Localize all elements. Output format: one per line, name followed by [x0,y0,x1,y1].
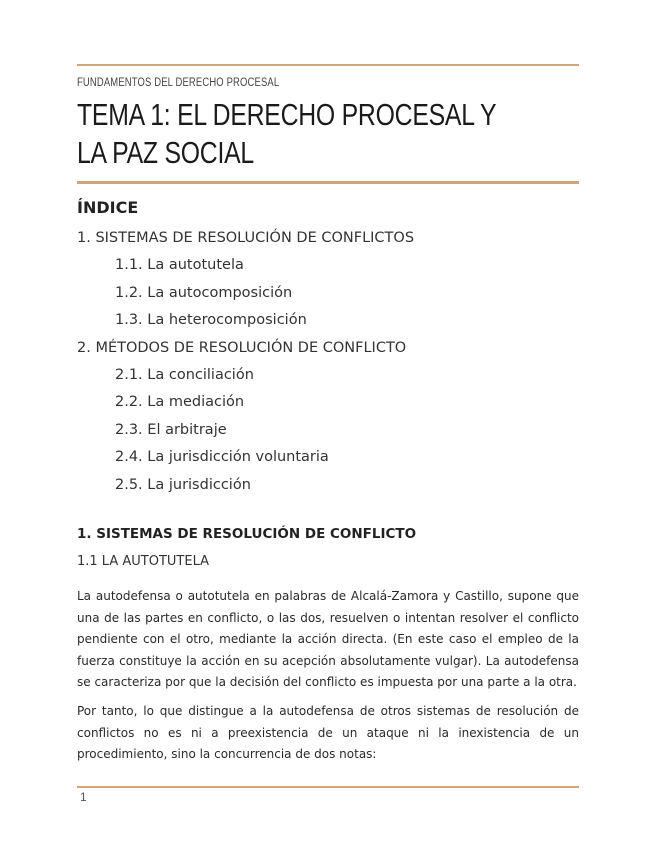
document-kicker: FUNDAMENTOS DEL DERECHO PROCESAL [77,77,280,89]
body-paragraph: La autodefensa o autotutela en palabras de Alcalá-Zamora y Castillo, supone que una de las partes en conflicto, o las dos, resuelven o intentan resolver el conflicto pendiente con el otro, mediante la acción directa. (En este caso el empleo de la fuerza constituye la acción en su acepción absolutamente vulgar). La autodefensa se caracteriza por que la decisión del conflicto es impuesta por una parte a la otra. [77,589,579,689]
document-title: TEMA 1: EL DERECHO PROCESAL Y LA PAZ SOCIAL [77,97,496,170]
top-divider [77,64,579,66]
footer-divider [77,786,579,788]
toc-entry[interactable]: 1.3. La heterocomposición [115,312,307,329]
toc-entry[interactable]: 2.2. La mediación [115,394,245,411]
page-number: 1 [80,790,87,804]
toc-entry[interactable]: 1. SISTEMAS DE RESOLUCIÓN DE CONFLICTOS [77,230,415,246]
toc-entry[interactable]: 2.3. El arbitraje [115,421,227,438]
index-heading: ÍNDICE [77,198,139,217]
table-of-contents [77,226,597,500]
toc-entry[interactable]: 2.4. La jurisdicción voluntaria [115,449,329,466]
subsection-title: 1.1 LA AUTOTUTELA [77,554,209,569]
toc-entry[interactable]: 1.1. La autotutela [115,257,244,274]
body-paragraph: Por tanto, lo que distingue a la autodefensa de otros sistemas de resolución de conflictos no es ni a preexistencia de un ataque ni la inexistencia de un procedimiento, sino la concurrencia de dos notas: [77,704,579,761]
section-title: 1. SISTEMAS DE RESOLUCIÓN DE CONFLICTO [77,526,417,542]
toc-entry[interactable]: 2.1. La conciliación [115,366,254,383]
title-divider [77,181,579,184]
toc-entry[interactable]: 1.2. La autocomposición [115,284,293,301]
toc-entry[interactable]: 2. MÉTODOS DE RESOLUCIÓN DE CONFLICTO [77,339,407,356]
toc-entry[interactable]: 2.5. La jurisdicción [115,476,251,493]
